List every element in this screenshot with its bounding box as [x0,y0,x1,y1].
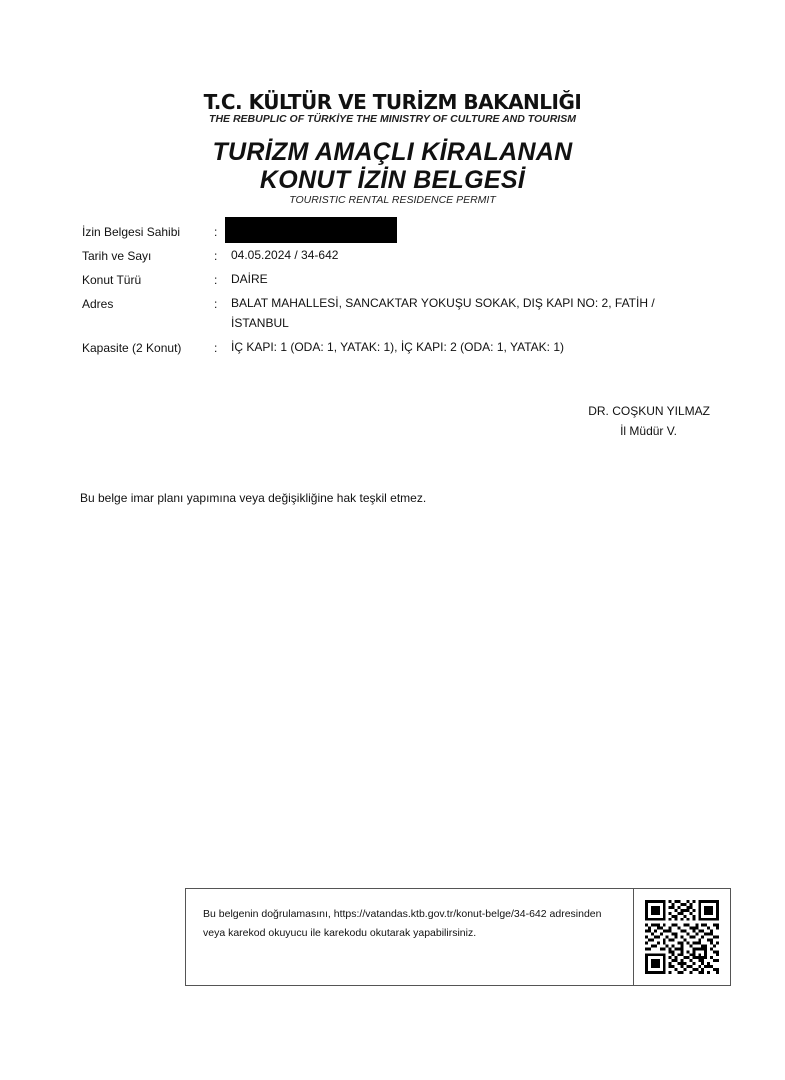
field-colon: : [214,341,218,355]
qr-code-icon[interactable] [645,900,719,974]
field-colon: : [214,297,218,311]
field-capacity-label: Kapasite (2 Konut) [82,341,182,355]
field-date-number-label: Tarih ve Sayı [82,249,152,263]
field-holder-label: İzin Belgesi Sahibi [82,225,181,239]
redaction-box [225,217,397,243]
field-capacity-value: İÇ KAPI: 1 (ODA: 1, YATAK: 1), İÇ KAPI: 2 (ODA: 1, YATAK: 1) [231,340,564,354]
field-date-number-value: 04.05.2024 / 34-642 [231,248,339,262]
ministry-name: T.C. KÜLTÜR VE TURİZM BAKANLIĞI [203,90,582,114]
field-address-value: BALAT MAHALLESİ, SANCAKTAR YOKUŞU SOKAK, DIŞ KAPI NO: 2, FATİH / İSTANBUL [231,296,655,330]
signatory-name: DR. COŞKUN YILMAZ [588,404,710,418]
field-address-label: Adres [82,297,114,311]
document-title-line1: TURİZM AMAÇLI KİRALANAN [212,138,573,166]
zoning-notice: Bu belge imar planı yapımına veya değişikliğine hak teşkil etmez. [80,491,427,505]
field-colon: : [214,273,218,287]
field-colon: : [214,249,218,263]
document-title-english: TOURISTIC RENTAL RESIDENCE PERMIT [289,194,496,206]
field-colon: : [214,225,218,239]
ministry-name-english: THE REBUPLIC OF TÜRKİYE THE MINISTRY OF CULTURE AND TOURISM [209,113,576,125]
document-title-line2: KONUT İZİN BELGESİ [259,166,526,194]
signatory-title: İl Müdür V. [620,424,677,438]
verification-text: Bu belgenin doğrulamasını, https://vatandas.ktb.gov.tr/konut-belge/34-642 adresinden veya karekod okuyucu ile karekodu okutarak yapabilirsiniz. [203,908,602,939]
field-type-value: DAİRE [231,272,268,286]
verification-divider [633,888,634,986]
field-type-label: Konut Türü [82,273,142,287]
